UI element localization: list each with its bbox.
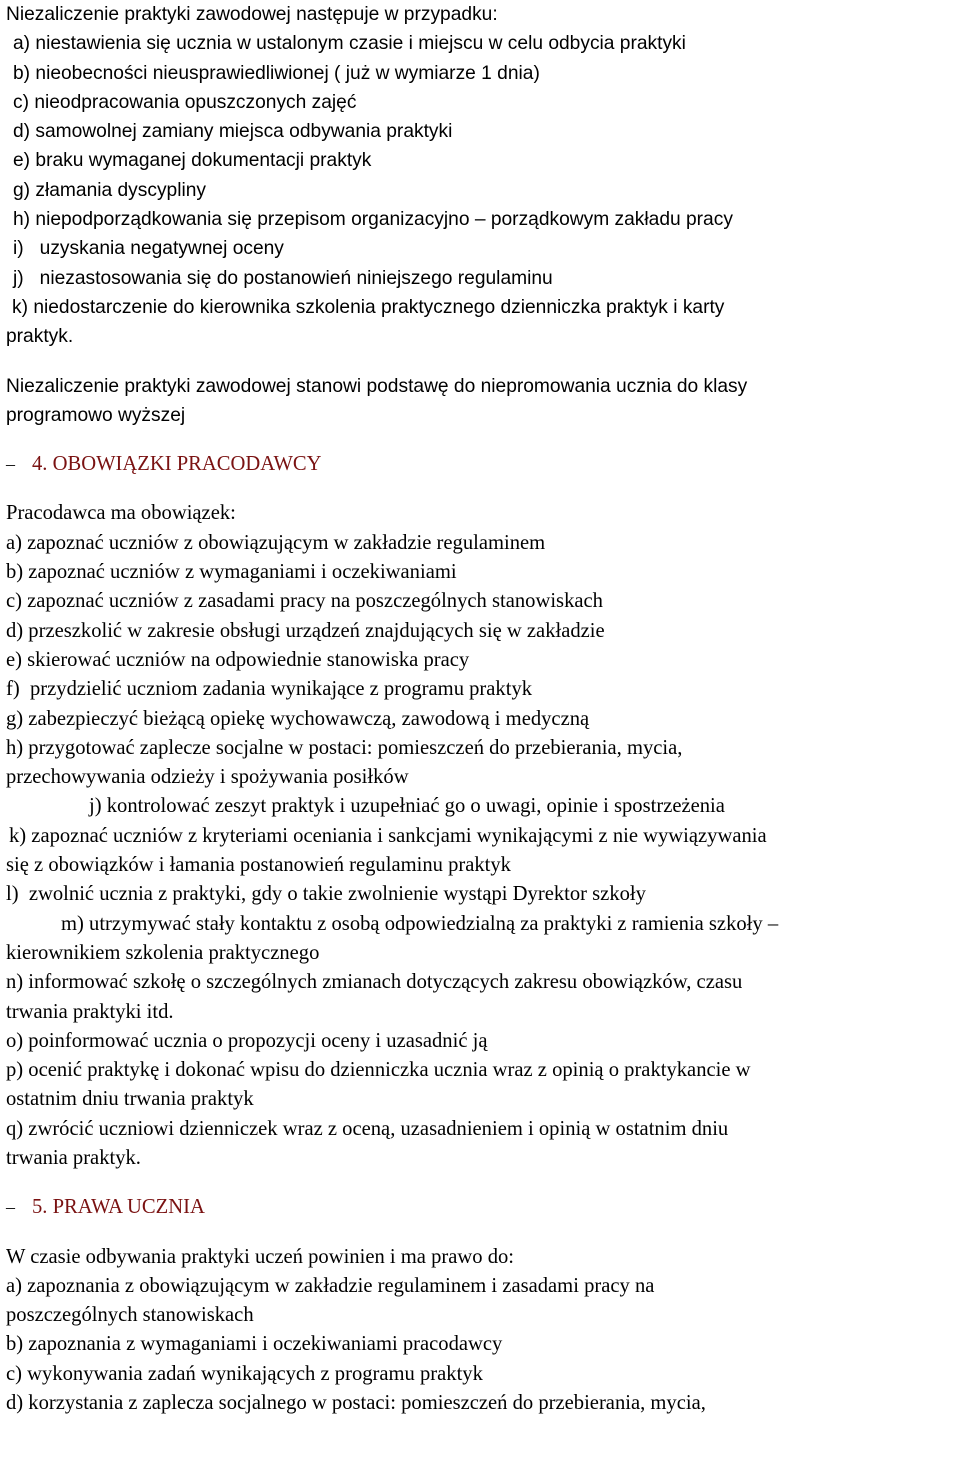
list-item: d) korzystania z zaplecza socjalnego w postaci: pomieszczeń do przebierania, mycia, xyxy=(6,1392,706,1415)
section-intro: W czasie odbywania praktyki uczeń powinien i ma prawo do: xyxy=(6,1245,515,1268)
heading-text: 4. OBOWIĄZKI PRACODAWCY xyxy=(32,453,322,476)
list-item-continuation: praktyk. xyxy=(6,326,74,348)
list-item: a) zapoznać uczniów z obowiązującym w zakładzie regulaminem xyxy=(6,531,546,554)
list-item: p) ocenić praktykę i dokonać wpisu do dzienniczka ucznia wraz z opinią o praktykancie w xyxy=(6,1059,751,1082)
list-item: g) zabezpieczyć bieżącą opiekę wychowawczą, zawodową i medyczną xyxy=(6,707,590,730)
list-item: e) braku wymaganej dokumentacji praktyk xyxy=(13,150,372,172)
list-item: l) zwolnić ucznia z praktyki, gdy o takie zwolnienie wystąpi Dyrektor szkoły xyxy=(6,883,646,906)
list-item: j) kontrolować zeszyt praktyk i uzupełniać go o uwagi, opinie i spostrzeżenia xyxy=(89,795,725,818)
list-item: d) przeszkolić w zakresie obsługi urządzeń znajdujących się w zakładzie xyxy=(6,619,605,642)
dash-bullet-icon: – xyxy=(6,454,15,475)
list-item: q) zwrócić uczniowi dzienniczek wraz z oceną, uzasadnieniem i opinią w ostatnim dniu xyxy=(6,1117,729,1140)
conclusion-text: programowo wyższej xyxy=(6,404,186,426)
list-item: b) zapoznania z wymaganiami i oczekiwaniami pracodawcy xyxy=(6,1333,503,1356)
list-item-continuation: ostatnim dniu trwania praktyk xyxy=(6,1088,254,1111)
list-item: h) niepodporządkowania się przepisom organizacyjno – porządkowym zakładu pracy xyxy=(13,209,733,231)
list-item: m) utrzymywać stały kontaktu z osobą odpowiedzialną za praktyki z ramienia szkoły – xyxy=(61,912,779,935)
list-item-continuation: kierownikiem szkolenia praktycznego xyxy=(6,941,320,964)
dash-bullet-icon: – xyxy=(6,1197,15,1218)
section-intro: Pracodawca ma obowiązek: xyxy=(6,502,236,525)
section-heading xyxy=(6,1193,956,1222)
list-item: a) zapoznania z obowiązującym w zakładzie regulaminem i zasadami pracy na xyxy=(6,1274,655,1297)
failure-conditions-section xyxy=(6,0,956,430)
list-item: a) niestawienia się ucznia w ustalonym czasie i miejscu w celu odbycia praktyki xyxy=(13,33,686,55)
list-item: i) uzyskania negatywnej oceny xyxy=(13,238,284,260)
section-heading xyxy=(6,450,956,479)
conclusion-text: Niezaliczenie praktyki zawodowej stanowi podstawę do niepromowania ucznia do klasy xyxy=(6,375,748,397)
heading-text: 5. PRAWA UCZNIA xyxy=(32,1196,205,1219)
student-rights-section xyxy=(6,1193,956,1418)
list-item: e) skierować uczniów na odpowiednie stanowiska pracy xyxy=(6,648,470,671)
list-item: c) zapoznać uczniów z zasadami pracy na poszczególnych stanowiskach xyxy=(6,590,603,613)
list-item: j) niezastosowania się do postanowień niniejszego regulaminu xyxy=(13,267,553,289)
list-item: b) zapoznać uczniów z wymaganiami i oczekiwaniami xyxy=(6,561,457,584)
list-item-continuation: przechowywania odzieży i spożywania posiłków xyxy=(6,766,409,789)
list-item-continuation: się z obowiązków i łamania postanowień regulaminu praktyk xyxy=(6,854,511,877)
employer-duties-section xyxy=(6,450,956,1173)
section-intro: Niezaliczenie praktyki zawodowej następuje w przypadku: xyxy=(6,4,498,25)
list-item: d) samowolnej zamiany miejsca odbywania praktyki xyxy=(13,121,453,143)
list-item-continuation: trwania praktyki itd. xyxy=(6,1000,174,1023)
list-item: h) przygotować zaplecze socjalne w postaci: pomieszczeń do przebierania, mycia, xyxy=(6,736,683,759)
document-page xyxy=(6,0,956,1418)
list-item: k) zapoznać uczniów z kryteriami oceniania i sankcjami wynikającymi z nie wywiązywania xyxy=(9,824,767,847)
list-item: f) przydzielić uczniom zadania wynikające z programu praktyk xyxy=(6,678,533,701)
list-item: c) nieodpracowania opuszczonych zajęć xyxy=(13,91,357,113)
list-item: n) informować szkołę o szczególnych zmianach dotyczących zakresu obowiązków, czasu xyxy=(6,971,743,994)
list-item: o) poinformować ucznia o propozycji oceny i uzasadnić ją xyxy=(6,1029,488,1052)
list-item: g) złamania dyscypliny xyxy=(13,179,207,201)
list-item: c) wykonywania zadań wynikających z programu praktyk xyxy=(6,1362,483,1385)
list-item-continuation: poszczególnych stanowiskach xyxy=(6,1304,254,1327)
list-item-continuation: trwania praktyk. xyxy=(6,1146,141,1169)
list-item: b) nieobecności nieusprawiedliwionej ( już w wymiarze 1 dnia) xyxy=(13,62,540,84)
list-item: k) niedostarczenie do kierownika szkolenia praktycznego dzienniczka praktyk i karty xyxy=(12,296,725,318)
